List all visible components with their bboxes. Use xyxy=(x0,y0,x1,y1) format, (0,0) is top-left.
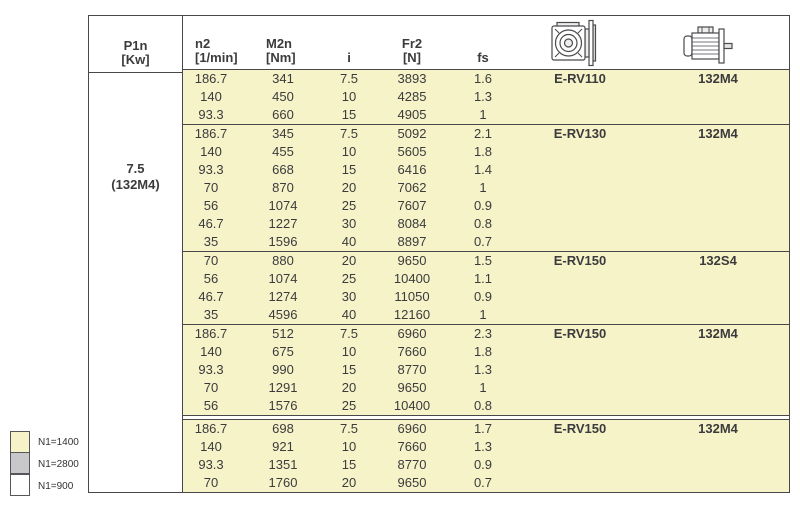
fs-value: 0.8 xyxy=(473,216,493,231)
gearbox-model xyxy=(513,88,647,106)
motor-frame-size xyxy=(647,179,789,197)
table-row xyxy=(183,438,789,456)
fs-value: 0.9 xyxy=(473,457,493,472)
motor-frame-size xyxy=(647,88,789,106)
gearbox-model xyxy=(513,306,647,324)
table-row xyxy=(183,70,789,88)
ratio-value: 10 xyxy=(341,89,357,104)
n2-value: 70 xyxy=(203,475,219,490)
table-row xyxy=(183,179,789,197)
table-row xyxy=(183,456,789,474)
fs-value: 1.1 xyxy=(473,271,493,286)
gearbox-model xyxy=(513,161,647,179)
motor-frame-size xyxy=(647,397,789,415)
m2n-value: 1227 xyxy=(268,216,298,231)
motor-frame-size: 132M4 xyxy=(698,126,738,141)
m2n-value: 512 xyxy=(272,326,294,341)
m2n-value: 1596 xyxy=(268,234,298,249)
fs-value: 1.3 xyxy=(473,439,493,454)
motor-frame-size: 132M4 xyxy=(698,326,738,341)
fr2-value: 8770 xyxy=(397,457,427,472)
m2n-value: 990 xyxy=(272,362,294,377)
ratio-value: 7.5 xyxy=(339,421,359,436)
table-row xyxy=(183,197,789,215)
n2-value: 56 xyxy=(203,398,219,413)
gearbox-model: E-RV150 xyxy=(553,326,607,341)
m2n-value: 1351 xyxy=(268,457,298,472)
fr2-value: 5605 xyxy=(397,144,427,159)
legend-label: N1=2800 xyxy=(38,458,79,470)
n2-value: 46.7 xyxy=(198,216,224,231)
ratio-value: 20 xyxy=(341,380,357,395)
table-row xyxy=(183,361,789,379)
gearbox-model xyxy=(513,456,647,474)
fs-value: 2.1 xyxy=(473,126,493,141)
rating-group xyxy=(183,70,789,124)
gearbox-model: E-RV130 xyxy=(553,126,607,141)
legend-swatch xyxy=(10,431,30,453)
fr2-value: 9650 xyxy=(397,253,427,268)
fs-column-header: fs xyxy=(477,50,489,65)
fr2-value: 4905 xyxy=(397,107,427,122)
n2-value: 93.3 xyxy=(198,457,224,472)
m2n-value: 450 xyxy=(272,89,294,104)
fs-value: 1 xyxy=(479,180,487,195)
n2-value: 35 xyxy=(203,307,219,322)
ratio-value: 25 xyxy=(341,198,357,213)
ratio-value: 7.5 xyxy=(339,126,359,141)
gearbox-model xyxy=(513,379,647,397)
ratio-value: 10 xyxy=(341,439,357,454)
table-header-row xyxy=(183,16,789,70)
gearbox-model xyxy=(513,215,647,233)
p1n-column xyxy=(89,16,183,492)
table-row xyxy=(183,215,789,233)
fs-value: 1 xyxy=(479,107,487,122)
table-row xyxy=(183,474,789,492)
fs-value: 1.8 xyxy=(473,344,493,359)
gearbox-model xyxy=(513,197,647,215)
legend-label: N1=1400 xyxy=(38,436,79,448)
ratio-value: 30 xyxy=(341,289,357,304)
ratio-value: 10 xyxy=(341,344,357,359)
fr2-value: 7660 xyxy=(397,344,427,359)
ratio-value: 15 xyxy=(341,457,357,472)
ratio-value: 7.5 xyxy=(339,71,359,86)
m2n-value: 4596 xyxy=(268,307,298,322)
gearbox-model xyxy=(513,143,647,161)
fr2-value: 7660 xyxy=(397,439,427,454)
table-row xyxy=(183,420,789,438)
table-row xyxy=(183,88,789,106)
legend-item xyxy=(10,431,79,453)
gearbox-model xyxy=(513,288,647,306)
rating-group xyxy=(183,251,789,324)
n2-value: 70 xyxy=(203,180,219,195)
groups xyxy=(183,70,789,492)
gearbox-model: E-RV110 xyxy=(554,71,606,86)
fr2-value: 12160 xyxy=(393,307,431,322)
fs-value: 1.6 xyxy=(473,71,493,86)
ratio-value: 25 xyxy=(341,271,357,286)
fr2-value: 9650 xyxy=(397,380,427,395)
fr2-column-header: Fr2 [N] xyxy=(401,36,423,65)
motor-frame-size xyxy=(647,288,789,306)
legend-item xyxy=(10,475,79,497)
motor-frame-size xyxy=(647,361,789,379)
ratio-value: 20 xyxy=(341,253,357,268)
n2-value: 70 xyxy=(203,253,219,268)
data-column-area xyxy=(183,16,789,492)
m2n-value: 1274 xyxy=(268,289,298,304)
fr2-value: 8897 xyxy=(397,234,427,249)
table-row xyxy=(183,379,789,397)
n2-value: 186.7 xyxy=(194,421,228,436)
motor-frame-size xyxy=(647,270,789,288)
n2-value: 93.3 xyxy=(198,162,224,177)
n2-value: 140 xyxy=(200,439,222,454)
gearbox-model xyxy=(513,397,647,415)
ratio-value: 40 xyxy=(341,307,357,322)
rating-group xyxy=(183,324,789,415)
m2n-value: 698 xyxy=(272,421,294,436)
p1n-header-line2: [Kw] xyxy=(121,52,150,67)
table-row xyxy=(183,270,789,288)
n2-value: 186.7 xyxy=(194,71,228,86)
n2-column-header: n2 [1/min] xyxy=(195,36,238,65)
m2n-value: 345 xyxy=(272,126,294,141)
fr2-value: 8084 xyxy=(397,216,427,231)
n2-value: 70 xyxy=(203,380,219,395)
gearmotor-spec-table xyxy=(88,15,790,493)
fr2-value: 8770 xyxy=(397,362,427,377)
ratio-value: 15 xyxy=(341,107,357,122)
n2-value: 35 xyxy=(203,234,219,249)
m2n-value: 870 xyxy=(272,180,294,195)
m2n-value: 668 xyxy=(272,162,294,177)
table-row xyxy=(183,397,789,415)
fr2-value: 5092 xyxy=(397,126,427,141)
gearbox-model xyxy=(513,270,647,288)
motor-frame-size: 132M4 xyxy=(698,421,738,436)
n2-value: 140 xyxy=(200,144,222,159)
fs-value: 0.7 xyxy=(473,234,493,249)
fr2-value: 4285 xyxy=(397,89,427,104)
motor-frame-size xyxy=(647,106,789,124)
m2n-value: 660 xyxy=(272,107,294,122)
table-row xyxy=(183,343,789,361)
n2-value: 56 xyxy=(203,271,219,286)
n2-value: 93.3 xyxy=(198,107,224,122)
motor-frame-size: 132M4 xyxy=(698,71,738,86)
motor-frame-size xyxy=(647,306,789,324)
gearbox-model: E-RV150 xyxy=(553,421,607,436)
legend-swatch xyxy=(10,474,30,496)
fr2-value: 10400 xyxy=(393,271,431,286)
m2n-value: 455 xyxy=(272,144,294,159)
motor-frame-size: 132S4 xyxy=(699,253,737,268)
speed-legend xyxy=(10,431,79,497)
table-row xyxy=(183,233,789,251)
fr2-value: 6960 xyxy=(397,421,427,436)
flange-motor-icon xyxy=(683,26,741,66)
worm-gearbox-icon xyxy=(549,19,601,67)
motor-frame-size xyxy=(647,456,789,474)
gearbox-model xyxy=(513,361,647,379)
m2n-value: 1074 xyxy=(268,198,298,213)
n2-value: 140 xyxy=(200,344,222,359)
table-row xyxy=(183,106,789,124)
m2n-value: 1291 xyxy=(268,380,298,395)
table-row xyxy=(183,288,789,306)
rating-group xyxy=(183,124,789,251)
p1n-column-header xyxy=(89,16,182,73)
motor-frame-size xyxy=(647,474,789,492)
gearbox-model xyxy=(513,106,647,124)
fr2-value: 6416 xyxy=(397,162,427,177)
legend-swatch xyxy=(10,452,30,474)
ratio-value: 40 xyxy=(341,234,357,249)
fr2-value: 7607 xyxy=(397,198,427,213)
gearbox-model xyxy=(513,343,647,361)
m2n-value: 1074 xyxy=(268,271,298,286)
gearbox-model xyxy=(513,474,647,492)
fr2-value: 7062 xyxy=(397,180,427,195)
m2n-value: 1576 xyxy=(268,398,298,413)
fs-value: 0.9 xyxy=(473,198,493,213)
fr2-value: 10400 xyxy=(393,398,431,413)
fs-value: 0.8 xyxy=(473,398,493,413)
motor-frame-size xyxy=(647,215,789,233)
fs-value: 0.7 xyxy=(473,475,493,490)
n2-value: 186.7 xyxy=(194,126,228,141)
m2n-value: 880 xyxy=(272,253,294,268)
fs-value: 0.9 xyxy=(473,289,493,304)
fr2-value: 11050 xyxy=(394,289,430,304)
table-row xyxy=(183,325,789,343)
motor-frame-size xyxy=(647,438,789,456)
fs-value: 1.8 xyxy=(473,144,493,159)
fs-value: 1.5 xyxy=(473,253,493,268)
m2n-value: 675 xyxy=(272,344,294,359)
fs-value: 1.3 xyxy=(473,89,493,104)
n2-value: 140 xyxy=(200,89,222,104)
table-row xyxy=(183,161,789,179)
p1n-value xyxy=(89,73,182,193)
legend-item xyxy=(10,453,79,475)
n2-value: 56 xyxy=(203,198,219,213)
fs-value: 2.3 xyxy=(473,326,493,341)
fs-value: 1.7 xyxy=(473,421,493,436)
fr2-value: 6960 xyxy=(397,326,427,341)
ratio-value: 30 xyxy=(341,216,357,231)
p1n-power-value: 7.5 xyxy=(126,161,145,176)
n2-value: 186.7 xyxy=(194,326,228,341)
n2-value: 93.3 xyxy=(198,362,224,377)
gearbox-model xyxy=(513,233,647,251)
motor-frame-size xyxy=(647,379,789,397)
ratio-value: 20 xyxy=(341,475,357,490)
motor-frame-size xyxy=(647,233,789,251)
table-row xyxy=(183,252,789,270)
m2n-column-header: M2n [Nm] xyxy=(266,36,296,65)
fr2-value: 9650 xyxy=(397,475,427,490)
motor-frame-size xyxy=(647,343,789,361)
motor-frame-size xyxy=(647,161,789,179)
motor-frame-size xyxy=(647,197,789,215)
p1n-header-line1: P1n xyxy=(123,38,148,53)
m2n-value: 1760 xyxy=(268,475,298,490)
m2n-value: 921 xyxy=(272,439,294,454)
ratio-value: 7.5 xyxy=(339,326,359,341)
fs-value: 1 xyxy=(479,307,487,322)
gearbox-model: E-RV150 xyxy=(553,253,607,268)
legend-label: N1=900 xyxy=(38,480,74,492)
gearbox-model xyxy=(513,438,647,456)
rating-group xyxy=(183,419,789,492)
motor-frame-size xyxy=(647,143,789,161)
ratio-value: 25 xyxy=(341,398,357,413)
ratio-value: 15 xyxy=(341,162,357,177)
gearbox-model xyxy=(513,179,647,197)
ratio-column-header: i xyxy=(347,50,351,65)
ratio-value: 10 xyxy=(341,144,357,159)
fs-value: 1 xyxy=(479,380,487,395)
fr2-value: 3893 xyxy=(397,71,427,86)
fs-value: 1.3 xyxy=(473,362,493,377)
table-row xyxy=(183,306,789,324)
ratio-value: 15 xyxy=(341,362,357,377)
fs-value: 1.4 xyxy=(473,162,493,177)
table-row xyxy=(183,125,789,143)
ratio-value: 20 xyxy=(341,180,357,195)
p1n-motor-frame: (132M4) xyxy=(111,177,160,192)
n2-value: 46.7 xyxy=(198,289,224,304)
m2n-value: 341 xyxy=(272,71,294,86)
table-row xyxy=(183,143,789,161)
